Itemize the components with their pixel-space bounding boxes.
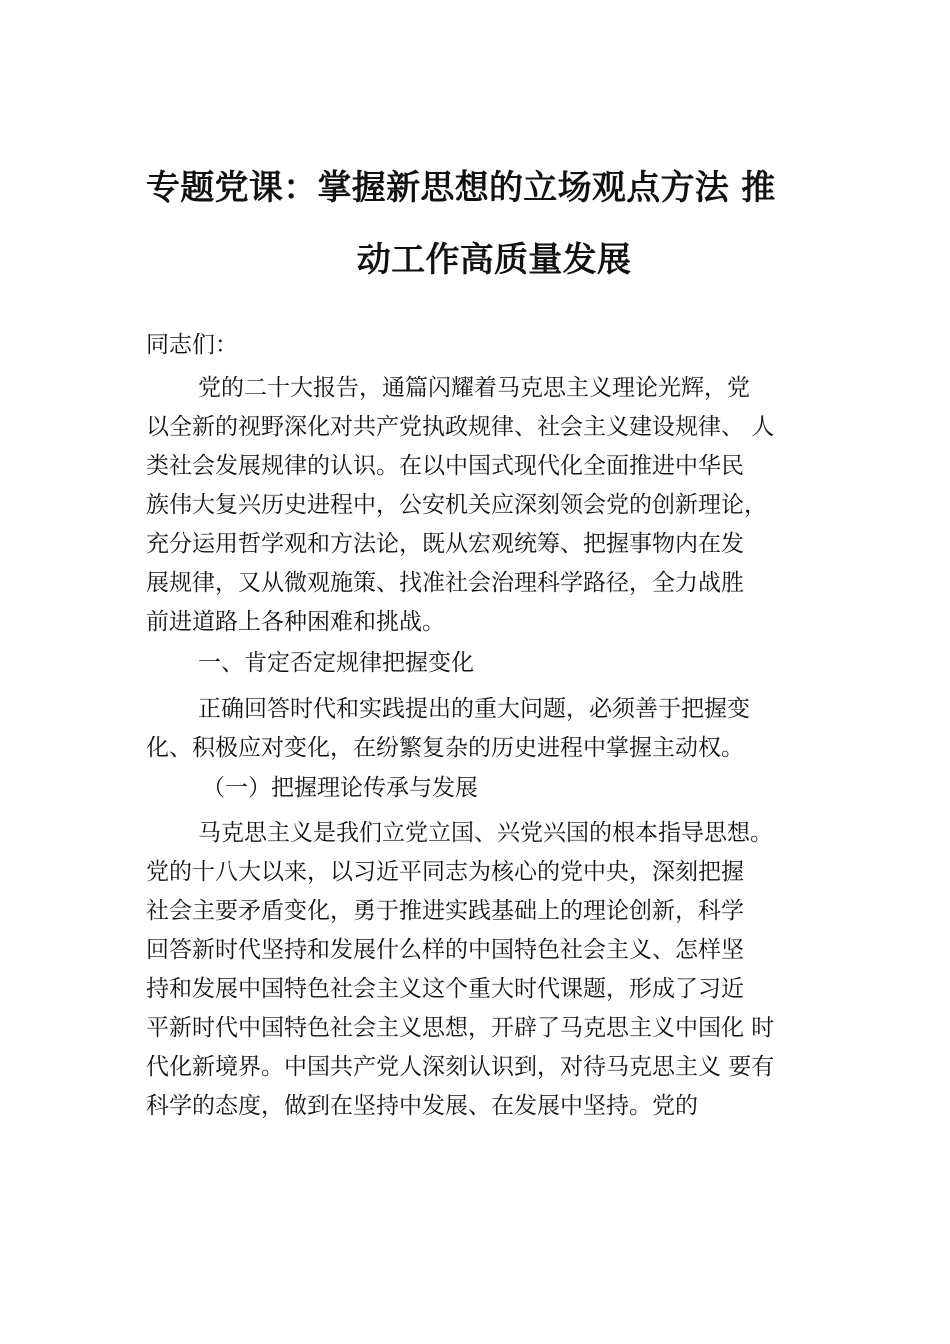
salutation: 同志们： bbox=[146, 332, 238, 358]
paragraph-line-9: 化、积极应对变化，在纷繁复杂的历史进程中掌握主动权。 bbox=[146, 735, 744, 761]
paragraph-line-12: 社会主要矛盾变化，勇于推进实践基础上的理论创新，科学 bbox=[146, 898, 744, 924]
paragraph-line-1: 党的二十大报告，通篇闪耀着马克思主义理论光辉，党 bbox=[198, 375, 750, 401]
paragraph-line-16: 代化新境界。中国共产党人深刻认识到，对待马克思主义 要有 bbox=[146, 1054, 775, 1080]
paragraph-line-15: 平新时代中国特色社会主义思想，开辟了马克思主义中国化 时 bbox=[146, 1015, 775, 1041]
paragraph-line-7: 前进道路上各种困难和挑战。 bbox=[146, 609, 445, 635]
subsection-heading-1: （一）把握理论传承与发展 bbox=[202, 775, 478, 801]
paragraph-line-8: 正确回答时代和实践提出的重大问题，必须善于把握变 bbox=[198, 696, 750, 722]
paragraph-line-14: 持和发展中国特色社会主义这个重大时代课题，形成了习近 bbox=[146, 976, 744, 1002]
paragraph-line-11: 党的十八大以来，以习近平同志为核心的党中央，深刻把握 bbox=[146, 859, 744, 885]
paragraph-line-5: 充分运用哲学观和方法论，既从宏观统筹、把握事物内在发 bbox=[146, 531, 744, 557]
document-title bbox=[146, 152, 836, 296]
paragraph-line-10: 马克思主义是我们立党立国、兴党兴国的根本指导思想。 bbox=[198, 820, 773, 846]
section-heading-1: 一、肯定否定规律把握变化 bbox=[198, 650, 474, 676]
paragraph-line-17: 科学的态度，做到在坚持中发展、在发展中坚持。党的 bbox=[146, 1093, 698, 1119]
paragraph-line-13: 回答新时代坚持和发展什么样的中国特色社会主义、怎样坚 bbox=[146, 937, 744, 963]
paragraph-line-6: 展规律，又从微观施策、找准社会治理科学路径，全力战胜 bbox=[146, 570, 744, 596]
paragraph-line-2: 以全新的视野深化对共产党执政规律、社会主义建设规律、 人 bbox=[146, 414, 775, 440]
paragraph-line-4: 族伟大复兴历史进程中，公安机关应深刻领会党的创新理论， bbox=[146, 492, 767, 518]
paragraph-line-3: 类社会发展规律的认识。在以中国式现代化全面推进中华民 bbox=[146, 453, 744, 479]
title-line-1: 专题党课：掌握新思想的立场观点方法 推 bbox=[146, 168, 776, 208]
title-line-2: 动工作高质量发展 bbox=[356, 240, 632, 280]
